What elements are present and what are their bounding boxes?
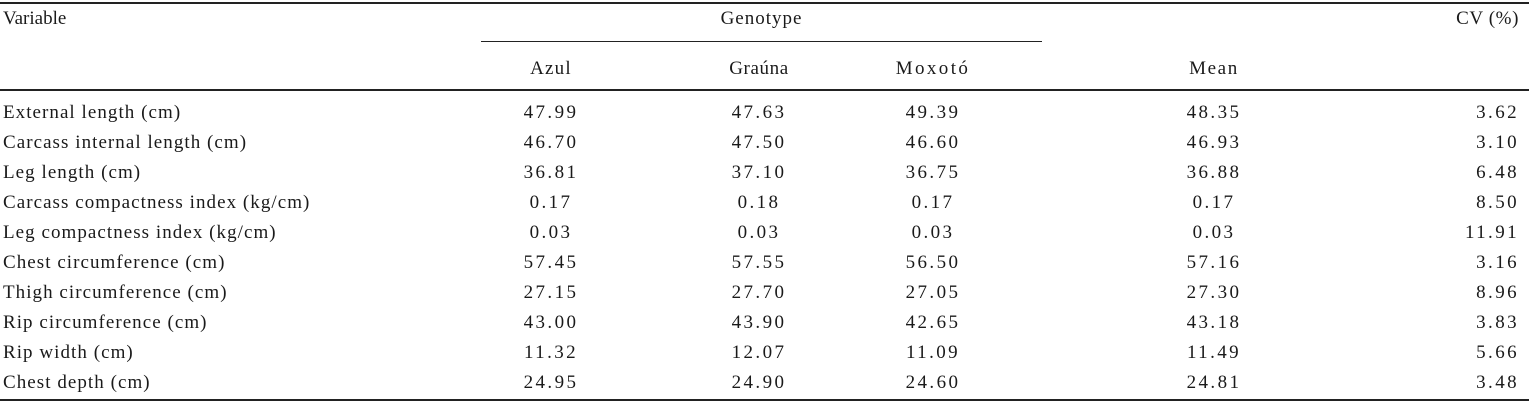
cell-azul: 0.03 (529, 222, 573, 243)
cell-mean: 11.49 (1186, 342, 1242, 363)
cell-azul: 43.00 (523, 312, 579, 333)
cell-mean: 57.16 (1186, 252, 1242, 273)
cell-azul: 0.17 (529, 192, 573, 213)
table-row (0, 278, 1529, 308)
cell-cv: 5.66 (1476, 342, 1519, 363)
cell-mean: 36.88 (1186, 162, 1242, 183)
header-grauna: Graúna (729, 58, 789, 79)
table-row (0, 158, 1529, 188)
table-row (0, 98, 1529, 128)
bottom-rule (0, 399, 1529, 401)
cell-moxoto: 0.03 (911, 222, 955, 243)
cell-mean: 46.93 (1186, 132, 1242, 153)
row-label: Leg length (cm) (3, 162, 142, 183)
header-variable: Variable (3, 8, 67, 29)
cell-cv: 3.62 (1476, 102, 1519, 123)
header-cv: CV (%) (1456, 8, 1519, 29)
cell-moxoto: 11.09 (905, 342, 961, 363)
cell-cv: 3.16 (1476, 252, 1519, 273)
cell-moxoto: 36.75 (905, 162, 961, 183)
table-row (0, 128, 1529, 158)
cell-grauna: 57.55 (731, 252, 787, 273)
row-label: External length (cm) (3, 102, 182, 123)
row-label: Carcass internal length (cm) (3, 132, 248, 153)
cell-moxoto: 42.65 (905, 312, 961, 333)
cell-mean: 0.17 (1192, 192, 1236, 213)
table-body (0, 98, 1529, 398)
row-label: Chest circumference (cm) (3, 252, 226, 273)
cell-cv: 3.48 (1476, 372, 1519, 393)
cell-mean: 27.30 (1186, 282, 1242, 303)
cell-mean: 24.81 (1186, 372, 1242, 393)
cell-moxoto: 0.17 (911, 192, 955, 213)
header-azul: Azul (530, 58, 572, 79)
table-row (0, 308, 1529, 338)
header-moxoto: Moxotó (895, 58, 971, 79)
table-row (0, 218, 1529, 248)
header-rule (0, 89, 1529, 91)
cell-azul: 11.32 (523, 342, 579, 363)
row-label: Carcass compactness index (kg/cm) (3, 192, 311, 213)
table-row (0, 338, 1529, 368)
cell-moxoto: 24.60 (905, 372, 961, 393)
row-label: Rip circumference (cm) (3, 312, 208, 333)
cell-azul: 36.81 (523, 162, 579, 183)
cell-azul: 57.45 (523, 252, 579, 273)
cell-moxoto: 49.39 (905, 102, 961, 123)
cell-cv: 8.50 (1476, 192, 1519, 213)
cell-azul: 46.70 (523, 132, 579, 153)
row-label: Thigh circumference (cm) (3, 282, 228, 303)
header-mean: Mean (1189, 58, 1239, 79)
cell-grauna: 47.50 (731, 132, 787, 153)
cell-grauna: 0.18 (737, 192, 781, 213)
cell-grauna: 37.10 (731, 162, 787, 183)
cell-moxoto: 46.60 (905, 132, 961, 153)
cell-mean: 48.35 (1186, 102, 1242, 123)
table-row (0, 248, 1529, 278)
cell-mean: 0.03 (1192, 222, 1236, 243)
row-label: Chest depth (cm) (3, 372, 151, 393)
cell-grauna: 27.70 (731, 282, 787, 303)
row-label: Leg compactness index (kg/cm) (3, 222, 277, 243)
cell-mean: 43.18 (1186, 312, 1242, 333)
genotype-span-rule (481, 41, 1042, 42)
top-rule (0, 2, 1529, 4)
cell-cv: 3.83 (1476, 312, 1519, 333)
table-row (0, 368, 1529, 398)
cell-cv: 8.96 (1476, 282, 1519, 303)
cell-moxoto: 27.05 (905, 282, 961, 303)
row-label: Rip width (cm) (3, 342, 134, 363)
cell-grauna: 43.90 (731, 312, 787, 333)
header-genotype: Genotype (720, 8, 803, 29)
cell-moxoto: 56.50 (905, 252, 961, 273)
cell-azul: 47.99 (523, 102, 579, 123)
cell-cv: 3.10 (1476, 132, 1519, 153)
cell-grauna: 12.07 (731, 342, 787, 363)
cell-cv: 6.48 (1476, 162, 1519, 183)
cell-cv: 11.91 (1464, 222, 1519, 243)
cell-grauna: 0.03 (737, 222, 781, 243)
cell-azul: 24.95 (523, 372, 579, 393)
cell-azul: 27.15 (523, 282, 579, 303)
cell-grauna: 47.63 (731, 102, 787, 123)
cell-grauna: 24.90 (731, 372, 787, 393)
table-row (0, 188, 1529, 218)
